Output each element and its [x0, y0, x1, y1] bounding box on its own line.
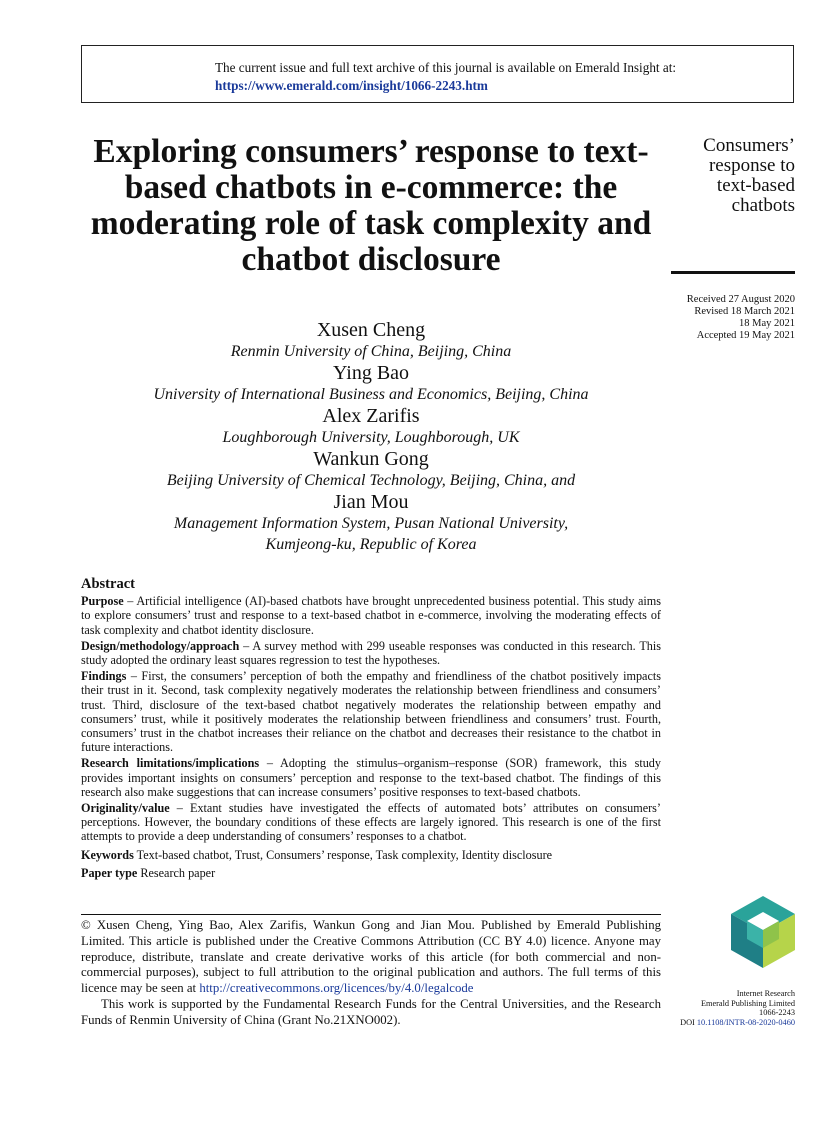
footnote-divider	[81, 914, 661, 915]
originality-label: Originality/value	[81, 801, 170, 816]
running-head-rule	[671, 271, 795, 274]
article-title: Exploring consumers’ response to text-based chatbots in e-commerce: the moderating role of task complexity and chatbot disclosure	[90, 133, 652, 278]
abstract-purpose	[81, 594, 661, 637]
limitations-text: – Adopting the stimulus–organism–response (SOR) framework, this study provides important insights on consumers’ perception and response to the text-based chatbot. The findings of this research also make suggestions that can increase consumers’ positive responses to text-based chatbots.	[81, 756, 661, 799]
author-name: Ying Bao	[332, 362, 410, 384]
notice-text: The current issue and full text archive of this journal is available on Emerald Insight at:	[215, 60, 677, 75]
paper-type-text: Research paper	[137, 865, 216, 880]
running-head	[660, 136, 795, 216]
author-name: Alex Zarifis	[322, 405, 420, 427]
author-affiliation: Renmin University of China, Beijing, China	[230, 343, 512, 360]
revised-date: 18 May 2021	[739, 318, 795, 329]
originality-text: – Extant studies have investigated the effects of automated bots’ attributes on consumers’ perceptions. However, the boundary conditions of these effects are largely ignored. This research is one of the first attempts to provide a deep understanding of consumers’ responses to a chatbot.	[81, 801, 661, 844]
author-name: Wankun Gong	[313, 448, 429, 470]
publisher-name: Emerald Publishing Limited	[700, 998, 795, 1008]
received-date: Received 27 August 2020	[686, 294, 795, 305]
author-list	[81, 319, 661, 555]
doi-label: DOI	[680, 1018, 697, 1028]
license-footnote	[81, 918, 661, 1029]
doi-link[interactable]: 10.1108/INTR-08-2020-0460	[696, 1018, 795, 1028]
keywords-label: Keywords	[81, 847, 134, 862]
author-affiliation: Kumjeong-ku, Republic of Korea	[265, 536, 477, 553]
design-text: – A survey method with 299 useable responses was conducted in this research. This study adopted the ordinary least squares regression to test the hypotheses.	[81, 638, 661, 668]
design-label: Design/methodology/approach	[81, 638, 240, 653]
funding-text: This work is supported by the Fundamental Research Funds for the Central Universities, and the Research Funds of Renmin University of China (Grant No.21XNO002).	[81, 996, 661, 1027]
running-head-line: text-based	[716, 175, 795, 196]
author-affiliation: Management Information System, Pusan National University,	[173, 515, 569, 532]
purpose-label: Purpose	[81, 594, 124, 609]
author-affiliation: Loughborough University, Loughborough, UK	[222, 429, 520, 446]
abstract-paper-type	[81, 866, 661, 880]
findings-text: – First, the consumers’ perception of both the empathy and friendliness of the chatbot positively impacts their trust in it. Second, task complexity negatively moderates the relationship between friendliness and consumers’ trust. Third, disclosure of the text-based chatbot negatively moderates the relationship between empathy and consumers’ trust, while it positively moderates the relationship between friendliness and consumers’ trust. Fourth, consumers’ trust in the chatbot increases their reliance on the chatbot and decreases their resistance to the chatbot in future interactions.	[81, 669, 661, 755]
author-affiliation: University of International Business and Economics, Beijing, China	[153, 386, 589, 403]
journal-imprint	[640, 989, 795, 1028]
abstract-originality	[81, 801, 661, 844]
limitations-label: Research limitations/implications	[81, 756, 260, 771]
abstract-limitations	[81, 756, 661, 799]
running-head-line: response to	[708, 155, 795, 176]
abstract-section	[81, 577, 661, 882]
author-affiliation: Beijing University of Chemical Technology, Beijing, China, and	[166, 472, 576, 489]
author-name: Xusen Cheng	[316, 319, 426, 341]
journal-url-link[interactable]: https://www.emerald.com/insight/1066-2243.htm	[215, 78, 488, 93]
abstract-keywords	[81, 848, 661, 862]
author-name: Jian Mou	[333, 491, 409, 513]
keywords-text: Text-based chatbot, Trust, Consumers’ response, Task complexity, Identity disclosure	[133, 847, 553, 862]
abstract-heading: Abstract	[81, 576, 135, 592]
doi-line	[640, 1018, 795, 1028]
accepted-date: Accepted 19 May 2021	[696, 330, 795, 341]
issn: 1066-2243	[759, 1008, 795, 1018]
revised-date: Revised 18 March 2021	[694, 306, 795, 317]
license-text: © Xusen Cheng, Ying Bao, Alex Zarifis, Wankun Gong and Jian Mou. Published by Emerald Publishing Limited. This article is published under the Creative Commons Attribution (CC BY 4.0) licence. Anyone may reproduce, distribute, translate and create derivative works of this article (for both commercial and non-commercial purposes), subject to full attribution to the original publication and authors. The full terms of this licence may be seen at	[81, 918, 661, 996]
journal-name: Internet Research	[736, 989, 795, 998]
license-paragraph	[81, 918, 661, 997]
running-head-line: Consumers’	[703, 135, 795, 156]
abstract-findings	[81, 669, 661, 754]
abstract-design	[81, 639, 661, 667]
license-link[interactable]: http://creativecommons.org/licences/by/4.0/legalcode	[199, 981, 474, 996]
emerald-logo-icon	[729, 896, 797, 968]
paper-type-label: Paper type	[81, 865, 138, 880]
journal-notice	[215, 59, 775, 95]
purpose-text: – Artificial intelligence (AI)-based chatbots have brought unprecedented business potential. This study aims to explore consumers’ trust and response to a text-based chatbot in e-commerce, involving the moderating effects of task complexity and chatbot identity disclosure.	[81, 594, 661, 637]
running-head-line: chatbots	[731, 195, 795, 216]
article-dates	[640, 294, 795, 342]
findings-label: Findings	[81, 669, 127, 684]
